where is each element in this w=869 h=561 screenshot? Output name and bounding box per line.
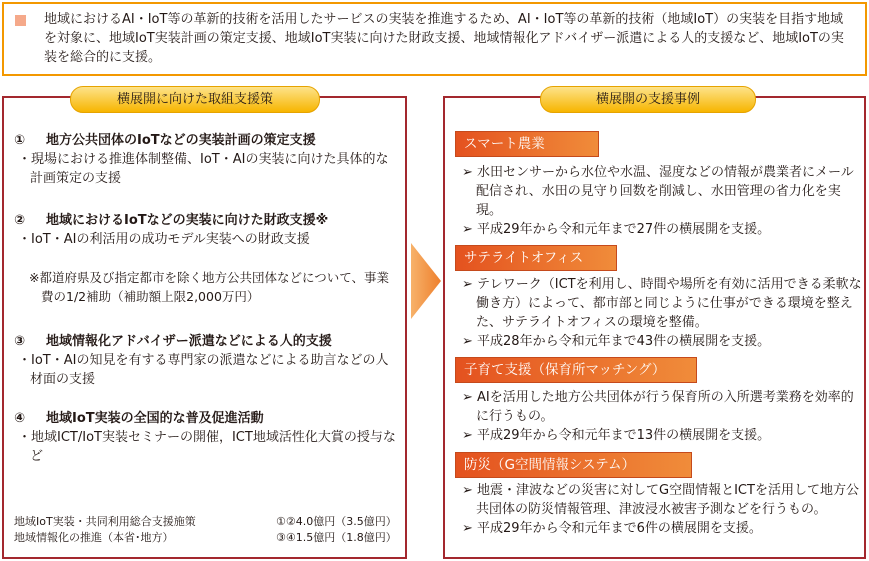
case-item: ➢ 平成29年から令和元年まで27件の横展開を支援。	[462, 222, 771, 237]
measure-item-1	[14, 131, 399, 188]
budget-value: ③④1.5億円（1.8億円）	[276, 531, 397, 544]
case-items	[462, 163, 862, 239]
budget-row	[14, 530, 397, 545]
case-item: ➢ 平成29年から令和元年まで6件の横展開を支援。	[462, 521, 762, 536]
case-item: ➢ テレワーク（ICTを利用し、時間や場所を有効に活用できる柔軟な働き方）によって、都市部と同じように仕事ができる環境を整えた、サテライトオフィスの環境を整備。	[462, 277, 862, 330]
right-arrow-icon	[411, 243, 441, 319]
case-item: ➢ 平成29年から令和元年まで13件の横展開を支援。	[462, 428, 771, 443]
case-item: ➢ 地震・津波などの災害に対してG空間情報とICTを活用して地方公共団体の防災情報管理、津波浸水被害予測などを行うもの。	[462, 483, 859, 517]
measure-number: ④	[14, 411, 26, 426]
intro-text: 地域におけるAI・IoT等の革新的技術を活用したサービスの実装を推進するため、AI・IoT等の革新的技術（地域IoT）の実装を目指す地域を対象に、地域IoT実装計画の策定支援、地域IoT実装に向けた財政支援、地域情報化アドバイザー派遣による人的支援など、地域IoTの実装を総合的に支援。	[44, 12, 844, 65]
measure-body: ・IoT・AIの知見を有する専門家の派遣などによる助言などの人材面の支援	[18, 353, 389, 387]
measure-number: ①	[14, 133, 26, 148]
budget-value: ①②4.0億円（3.5億円）	[276, 515, 397, 528]
case-examples-title: 横展開の支援事例	[540, 86, 756, 113]
case-items	[462, 275, 862, 351]
measure-number: ②	[14, 213, 26, 228]
measure-heading: 地域情報化アドバイザー派遣などによる人的支援	[46, 334, 332, 349]
intro-box	[2, 2, 867, 76]
case-items	[462, 481, 862, 538]
budget-row	[14, 514, 397, 529]
measure-body: ・IoT・AIの利活用の成功モデル実装への財政支援	[18, 232, 310, 247]
case-item: ➢ 平成28年から令和元年まで43件の横展開を支援。	[462, 334, 771, 349]
support-measures-panel	[2, 92, 407, 559]
measure-body: ・現場における推進体制整備、IoT・AIの実装に向けた具体的な計画策定の支援	[18, 152, 389, 186]
case-category-disaster-prevention: 防災（G空間情報システム）	[455, 452, 692, 478]
measure-item-4	[14, 409, 399, 466]
measure-heading: 地方公共団体のIoTなどの実装計画の策定支援	[46, 133, 316, 148]
case-category-satellite-office: サテライトオフィス	[455, 245, 617, 271]
case-examples-panel	[443, 92, 866, 559]
case-item: ➢ AIを活用した地方公共団体が行う保育所の入所選考業務を効率的に行うもの。	[462, 390, 854, 424]
measure-body: ・地域ICT/IoT実装セミナーの開催，ICT地域活性化大賞の授与など	[18, 430, 396, 464]
measure-number: ③	[14, 334, 26, 349]
budget-label: 地域情報化の推進（本省･地方）	[14, 531, 174, 544]
case-category-smart-agriculture: スマート農業	[455, 131, 599, 157]
support-measures-title: 横展開に向けた取組支援策	[70, 86, 320, 113]
measure-heading: 地域IoT実装の全国的な普及促進活動	[46, 411, 264, 426]
case-item: ➢ 水田センサーから水位や水温、湿度などの情報が農業者にメール配信され、水田の見守り回数を削減し、水田管理の省力化を実現。	[462, 165, 854, 218]
bullet-square-icon	[15, 15, 26, 26]
subsidy-note: ※都道府県及び指定都市を除く地方公共団体などについて、事業費の1/2補助（補助額上限2,000万円）	[29, 270, 389, 304]
case-items	[462, 388, 862, 445]
case-category-childcare: 子育て支援（保育所マッチング）	[455, 357, 697, 383]
measure-item-3	[14, 332, 399, 389]
budget-label: 地域IoT実装・共同利用総合支援施策	[14, 515, 196, 528]
measure-item-2	[14, 211, 399, 249]
measure-heading: 地域におけるIoTなどの実装に向けた財政支援※	[46, 213, 329, 228]
